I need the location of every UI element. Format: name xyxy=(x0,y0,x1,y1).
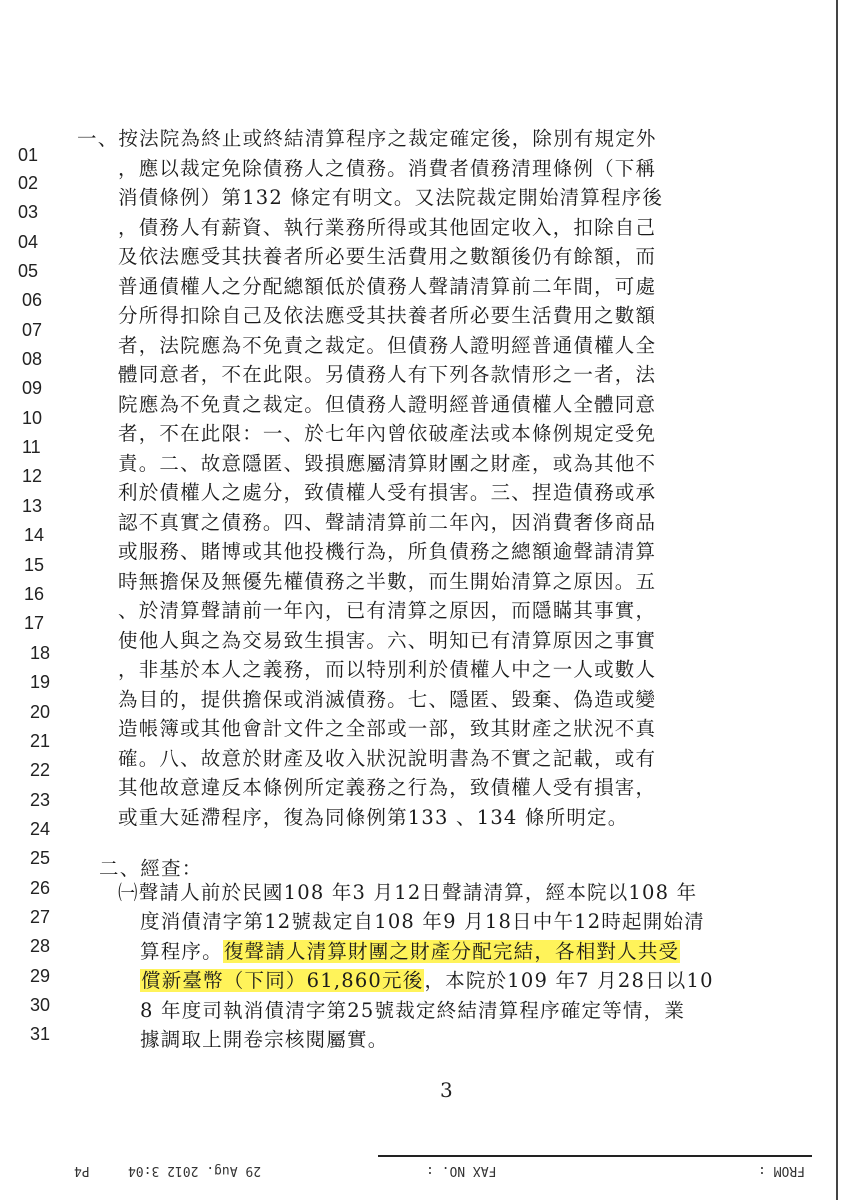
text-line: 一、按法院為終止或終結清算程序之裁定確定後，除別有規定外 xyxy=(77,127,657,150)
line-number: 26 xyxy=(30,878,51,898)
line-number: 05 xyxy=(18,261,39,281)
line-number: 10 xyxy=(22,408,43,428)
text-line: 時無擔保及無優先權債務之半數，而生開始清算之原因。五 xyxy=(118,570,657,593)
text-line: ，應以裁定免除債務人之債務。消費者債務清理條例（下稱 xyxy=(118,157,657,180)
text-segment: 算程序。 xyxy=(140,940,223,963)
text-line: 者，不在此限：一、於七年內曾依破產法或本條例規定受免 xyxy=(118,422,657,445)
line-number: 28 xyxy=(30,936,51,956)
line-number: 25 xyxy=(30,848,51,868)
line-number: 16 xyxy=(24,584,45,604)
text-line xyxy=(140,939,680,965)
text-line: 責。二、故意隱匿、毀損應屬清算財團之財產，或為其他不 xyxy=(118,452,657,475)
text-line: 其他故意違反本條例所定義務之行為，致債權人受有損害， xyxy=(118,776,657,799)
text-line: 或服務、賭博或其他投機行為，所負債務之總額逾聲請清算 xyxy=(118,540,657,563)
fax-date: 29 Aug. 2012 3:04 xyxy=(128,1163,262,1178)
text-line: 使他人與之為交易致生損害。六、明知已有清算原因之事實 xyxy=(118,629,657,652)
text-line: 認不真實之債務。四、聲請清算前二年內，因消費奢侈商品 xyxy=(118,511,657,534)
text-line: 消債條例）第132 條定有明文。又法院裁定開始清算程序後 xyxy=(118,186,664,209)
line-number: 01 xyxy=(18,145,39,165)
line-number: 21 xyxy=(30,731,51,751)
line-number: 20 xyxy=(30,702,51,722)
line-number: 31 xyxy=(30,1024,51,1044)
text-line: 、於清算聲請前一年內，已有清算之原因，而隱瞞其事實， xyxy=(118,599,657,622)
line-number: 22 xyxy=(30,760,51,780)
text-line: 及依法應受其扶養者所必要生活費用之數額後仍有餘額，而 xyxy=(118,245,657,268)
line-number: 06 xyxy=(22,290,43,310)
text-line xyxy=(140,968,714,994)
text-line: 體同意者，不在此限。另債務人有下列各款情形之一者，法 xyxy=(118,363,657,386)
text-line: ，非基於本人之義務，而以特別利於債權人中之一人或數人 xyxy=(118,658,657,681)
fax-from-label: FROM : xyxy=(758,1163,805,1178)
line-number: 24 xyxy=(30,819,51,839)
text-line: ，債務人有薪資、執行業務所得或其他固定收入，扣除自己 xyxy=(118,216,657,239)
line-number: 23 xyxy=(30,790,51,810)
line-number: 11 xyxy=(22,437,41,457)
line-number: 02 xyxy=(18,173,39,193)
fax-number-label: FAX NO. : xyxy=(426,1163,497,1178)
scan-edge-line xyxy=(836,0,838,1200)
text-line: 或重大延滯程序，復為同條例第133 、134 條所明定。 xyxy=(118,806,629,829)
line-number: 17 xyxy=(24,613,45,633)
text-line: 據調取上開卷宗核閱屬實。 xyxy=(140,1028,389,1051)
text-line: 造帳簿或其他會計文件之全部或一部，致其財產之狀況不真 xyxy=(118,717,657,740)
text-line: 8 年度司執消債清字第25號裁定終結清算程序確定等情，業 xyxy=(140,999,686,1022)
highlighted-text: 復聲請人清算財團之財產分配完結，各相對人共受 xyxy=(223,940,680,963)
text-line: ㈠聲請人前於民國108 年3 月12日聲請清算，經本院以108 年 xyxy=(118,881,698,904)
text-line: 度消債清字第12號裁定自108 年9 月18日中午12時起開始清 xyxy=(140,910,705,933)
line-number: 18 xyxy=(30,643,51,663)
page-number: 3 xyxy=(440,1078,453,1102)
fax-page: P4 xyxy=(74,1163,90,1178)
fax-header-rule xyxy=(378,1155,812,1157)
text-line: 利於債權人之處分，致債權人受有損害。三、捏造債務或承 xyxy=(118,481,657,504)
text-segment: ，本院於109 年7 月28日以10 xyxy=(424,969,714,992)
text-line: 分所得扣除自己及依法應受其扶養者所必要生活費用之數額 xyxy=(118,304,657,327)
line-number: 14 xyxy=(24,525,45,545)
text-line: 確。八、故意於財產及收入狀況說明書為不實之記載，或有 xyxy=(118,747,657,770)
line-number: 19 xyxy=(30,672,51,692)
text-line: 者，法院應為不免責之裁定。但債務人證明經普通債權人全 xyxy=(118,334,657,357)
line-number: 15 xyxy=(24,555,45,575)
text-line: 院應為不免責之裁定。但債務人證明經普通債權人全體同意 xyxy=(118,393,657,416)
line-number: 27 xyxy=(30,907,51,927)
highlighted-text: 償新臺幣（下同）61,860元後 xyxy=(141,969,424,992)
line-number: 12 xyxy=(22,466,43,486)
text-line: 二、經查： xyxy=(99,857,203,880)
line-number: 04 xyxy=(18,232,39,252)
line-number: 07 xyxy=(22,320,43,340)
text-line: 普通債權人之分配總額低於債務人聲請清算前二年間，可處 xyxy=(118,275,657,298)
line-number: 08 xyxy=(22,349,43,369)
line-number: 13 xyxy=(22,496,43,516)
line-number: 29 xyxy=(30,966,51,986)
line-number: 09 xyxy=(22,378,43,398)
line-number: 03 xyxy=(18,202,39,222)
text-line: 為目的，提供擔保或消滅債務。七、隱匿、毀棄、偽造或變 xyxy=(118,688,657,711)
line-number: 30 xyxy=(30,995,51,1015)
